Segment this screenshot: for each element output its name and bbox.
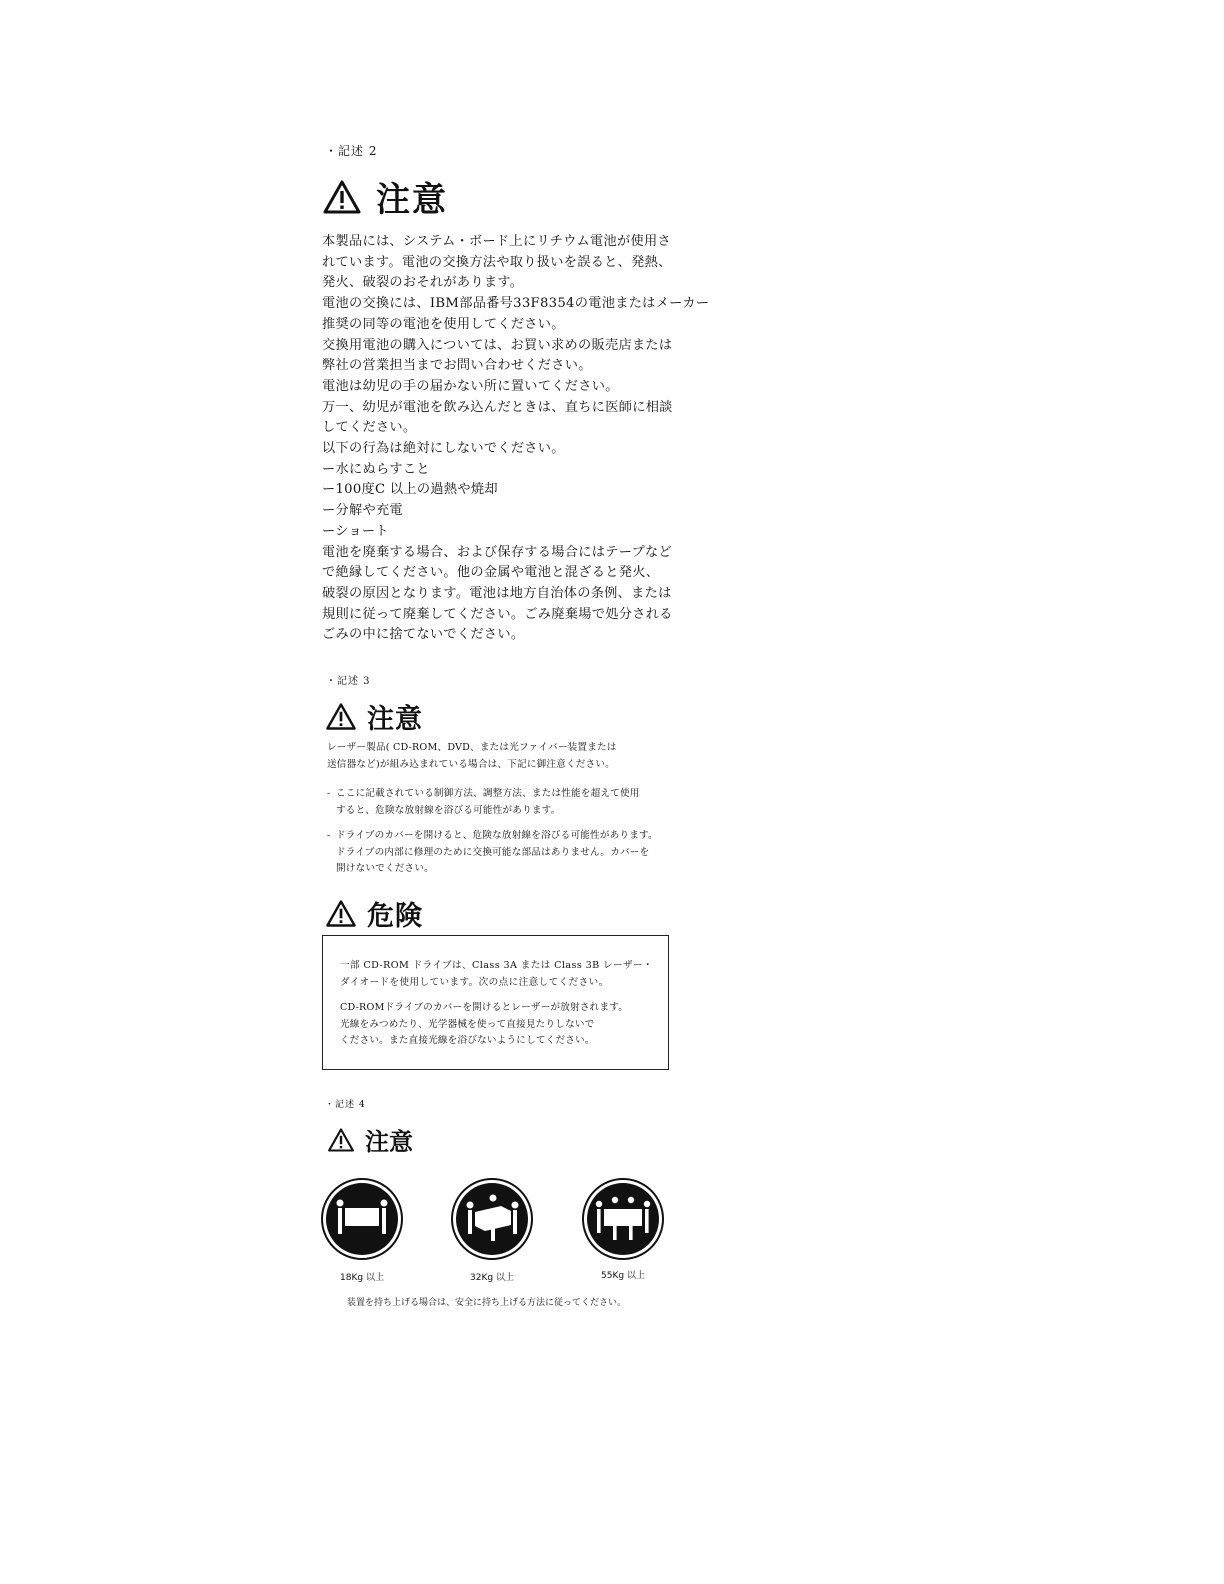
text-line: 規則に従って廃棄してください。ごみ廃棄場で処分される [322, 606, 673, 622]
text-line: で絶縁してください。他の金属や電池と混ざると発火、 [322, 565, 660, 581]
statement-3-label: ・記述 3 [326, 676, 371, 687]
danger-heading [325, 894, 423, 933]
text-line: 破裂の原因となります。電池は地方自治体の条例、または [322, 585, 672, 601]
text-line: 光線をみつめたり、光学器械を使って直接見たりしないで [340, 1018, 595, 1030]
statement-2-heading [322, 172, 448, 221]
statement-3-heading [325, 697, 423, 736]
bullet-mark: - [327, 788, 331, 799]
warning-triangle-icon [327, 1127, 355, 1153]
text-line: れています。電池の交換方法や取り扱いを誤ると、発熱、 [322, 254, 672, 270]
text-line: 一部 CD-ROM ドライブは、Class 3A または Class 3B レーザー・ [340, 960, 653, 971]
text-line: ー分解や充電 [322, 503, 403, 519]
text-line: 開けないでください。 [336, 863, 434, 874]
text-line: 交換用電池の購入については、お買い求めの販売店または [322, 337, 673, 353]
text-line: してください。 [322, 420, 417, 436]
text-line: ドライブのカバーを開けると、危険な放射線を浴びる可能性があります。 [336, 830, 658, 841]
laser-bullet-2 [327, 828, 658, 878]
text-line: ー100度C 以上の過熱や焼却 [322, 482, 498, 498]
warning-triangle-icon [322, 179, 362, 215]
text-line: ダイオードを使用しています。次の点に注意してください。 [340, 976, 609, 988]
lift-32kg [451, 1178, 533, 1283]
text-line: ごみの中に捨てないでください。 [322, 627, 525, 643]
lift-18kg [321, 1178, 403, 1283]
lift-footer-text: 装置を持ち上げる場合は、安全に持ち上げる方法に従ってください。 [347, 1298, 627, 1308]
text-line: レーザー製品( CD-ROM、DVD、または光ファイバー装置または [327, 742, 617, 753]
text-line: ーショート [322, 523, 389, 539]
text-line: 万一、幼児が電池を飲み込んだときは、直ちに医師に相談 [322, 399, 673, 415]
text-line: 弊社の営業担当までお問い合わせください。 [322, 358, 592, 374]
statement-2-body [322, 232, 709, 646]
weight-label: 32Kg 以上 [470, 1273, 514, 1283]
text-line: 送信器など)が組み込まれている場合は、下記に御注意ください。 [327, 758, 615, 770]
text-line: 本製品には、システム・ボード上にリチウム電池が使用さ [322, 234, 671, 249]
danger-box [322, 935, 669, 1070]
lift-55kg [582, 1178, 664, 1281]
warning-triangle-icon [325, 899, 357, 928]
text-line: ここに記載されている制御方法、調整方法、または性能を超えて使用 [336, 788, 640, 799]
text-line: 発火、破裂のおそれがあります。 [322, 275, 524, 291]
text-line: 電池を廃棄する場合、および保存する場合にはテープなど [322, 544, 673, 560]
danger-title: 危険 [367, 901, 423, 932]
text-line: ー水にぬらすこと [322, 461, 430, 477]
statement-4-heading [327, 1122, 413, 1157]
weight-label: 55Kg 以上 [601, 1271, 645, 1281]
caution-title: 注意 [367, 704, 423, 735]
warning-triangle-icon [325, 702, 357, 731]
caution-title: 注意 [365, 1128, 413, 1156]
statement-2-label: ・記述 2 [325, 144, 378, 158]
text-line: 推奨の同等の電池を使用してください。 [322, 316, 565, 332]
laser-bullet-1 [327, 786, 640, 819]
three-person-lift-icon [451, 1178, 533, 1260]
laser-intro-text [327, 740, 617, 773]
weight-label: 18Kg 以上 [340, 1273, 384, 1283]
text-line: ドライブの内部に修理のために交換可能な部品はありません。カバーを [336, 846, 650, 858]
bullet-mark: - [327, 830, 331, 841]
statement-4-label: ・記述 4 [325, 1100, 366, 1110]
four-person-lift-icon [582, 1178, 664, 1260]
text-line: 以下の行為は絶対にしないでください。 [322, 441, 565, 457]
text-line: 電池は幼児の手の届かない所に置いてください。 [322, 378, 619, 394]
text-line: ください。また直接光線を浴びないようにしてください。 [340, 1035, 595, 1046]
text-line: 電池の交換には、IBM部品番号33F8354の電池またはメーカー [322, 296, 710, 312]
text-line: CD-ROMドライブのカバーを開けるとレーザーが放射されます。 [340, 1002, 629, 1013]
two-person-lift-icon [321, 1178, 403, 1260]
caution-title: 注意 [376, 180, 448, 220]
text-line: すると、危険な放射線を浴びる可能性があります。 [336, 804, 561, 816]
